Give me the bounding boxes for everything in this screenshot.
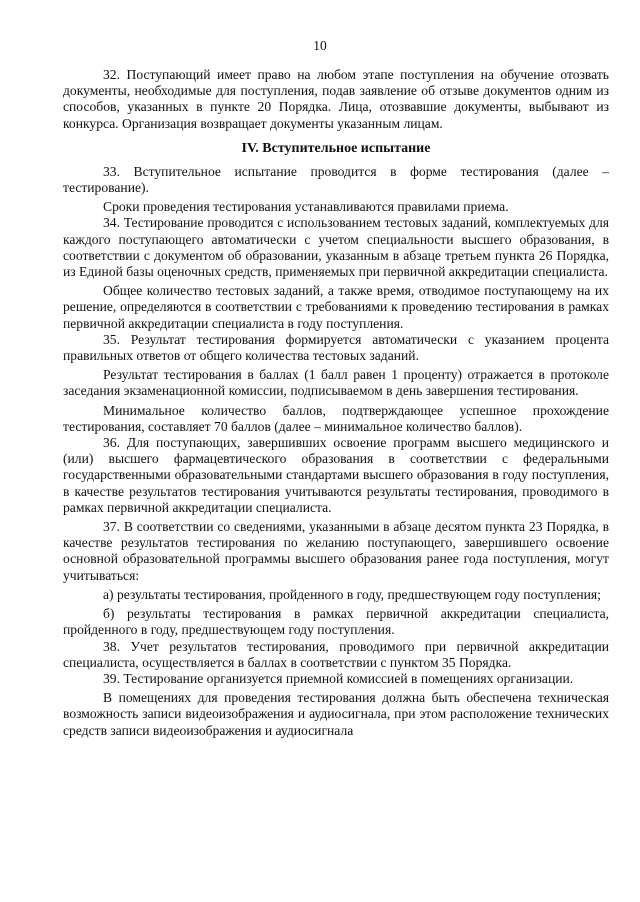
paragraph-minimum-points: Минимальное количество баллов, подтверждающее успешное прохождение тестирования, составляет 70 баллов (далее – минимальное количество баллов). (63, 402, 609, 434)
paragraph-37-b: б) результаты тестирования в рамках первичной аккредитации специалиста, пройденного в году, предшествующем году поступления. (63, 606, 609, 638)
paragraph-35: 35. Результат тестирования формируется автоматически с указанием процента правильных ответов от общего количества тестовых заданий. (63, 331, 609, 364)
paragraph-result-points: Результат тестирования в баллах (1 балл равен 1 проценту) отражается в протоколе заседания экзаменационной комиссии, подписываемом в день завершения тестирования. (63, 367, 609, 399)
paragraph-testing-dates: Сроки проведения тестирования устанавливаются правилами приема. (103, 199, 509, 215)
paragraph-34: 34. Тестирование проводится с использованием тестовых заданий, комплектуемых для каждого поступающего автоматически с учетом специальности высшего образования, в соответствии с документом об образовании, указанным в абзаце третьем пункта 26 Порядка, из Единой базы оценочных средств, применяемых при первичной аккредитации специалиста. (63, 215, 609, 280)
section-heading: IV. Вступительное испытание (241, 140, 431, 156)
paragraph-39: 39. Тестирование организуется приемной комиссией в помещениях организации. (103, 670, 574, 686)
page-number: 10 (313, 38, 327, 53)
paragraph-37-a: а) результаты тестирования, пройденного в году, предшествующем году поступления; (103, 586, 601, 602)
paragraph-37: 37. В соответствии со сведениями, указанными в абзаце десятом пункта 23 Порядка, в качестве результатов тестирования по желанию поступающего, завершившего освоение основной образовательной программы высшего образования ранее года поступления, могут учитываться: (63, 519, 609, 583)
paragraph-33: 33. Вступительное испытание проводится в форме тестирования (далее – тестирование). (63, 163, 609, 196)
paragraph-38: 38. Учет результатов тестирования, проводимого при первичной аккредитации специалиста, осуществляется в баллах в соответствии с пунктом 35 Порядка. (63, 638, 609, 670)
paragraph-task-count: Общее количество тестовых заданий, а также время, отводимое поступающему на их решение, определяются в соответствии с требованиями к проведению тестирования в рамках первичной аккредитации специалиста в году поступления. (63, 283, 609, 331)
paragraph-32: 32. Поступающий имеет право на любом этапе поступления на обучение отозвать документы, необходимые для поступления, подав заявление об отзыве документов одним из способов, указанных в пункте 20 Порядка. Лица, отозвавшие документы, выбывают из конкурса. Организация возвращает документы указанным лицам. (63, 67, 609, 131)
paragraph-video-recording: В помещениях для проведения тестирования должна быть обеспечена техническая возможность записи видеоизображения и аудиосигнала, при этом расположение технических средств записи видеоизображения и аудиосигнала (63, 690, 609, 738)
paragraph-36: 36. Для поступающих, завершивших освоение программ высшего медицинского и (или) высшего фармацевтического образования в соответствии с федеральными государственными образовательными стандартами высшего образования в году поступления, в качестве результатов тестирования учитываются результаты тестирования, проводимого в рамках первичной аккредитации специалиста. (63, 435, 609, 515)
document-body (63, 67, 609, 739)
